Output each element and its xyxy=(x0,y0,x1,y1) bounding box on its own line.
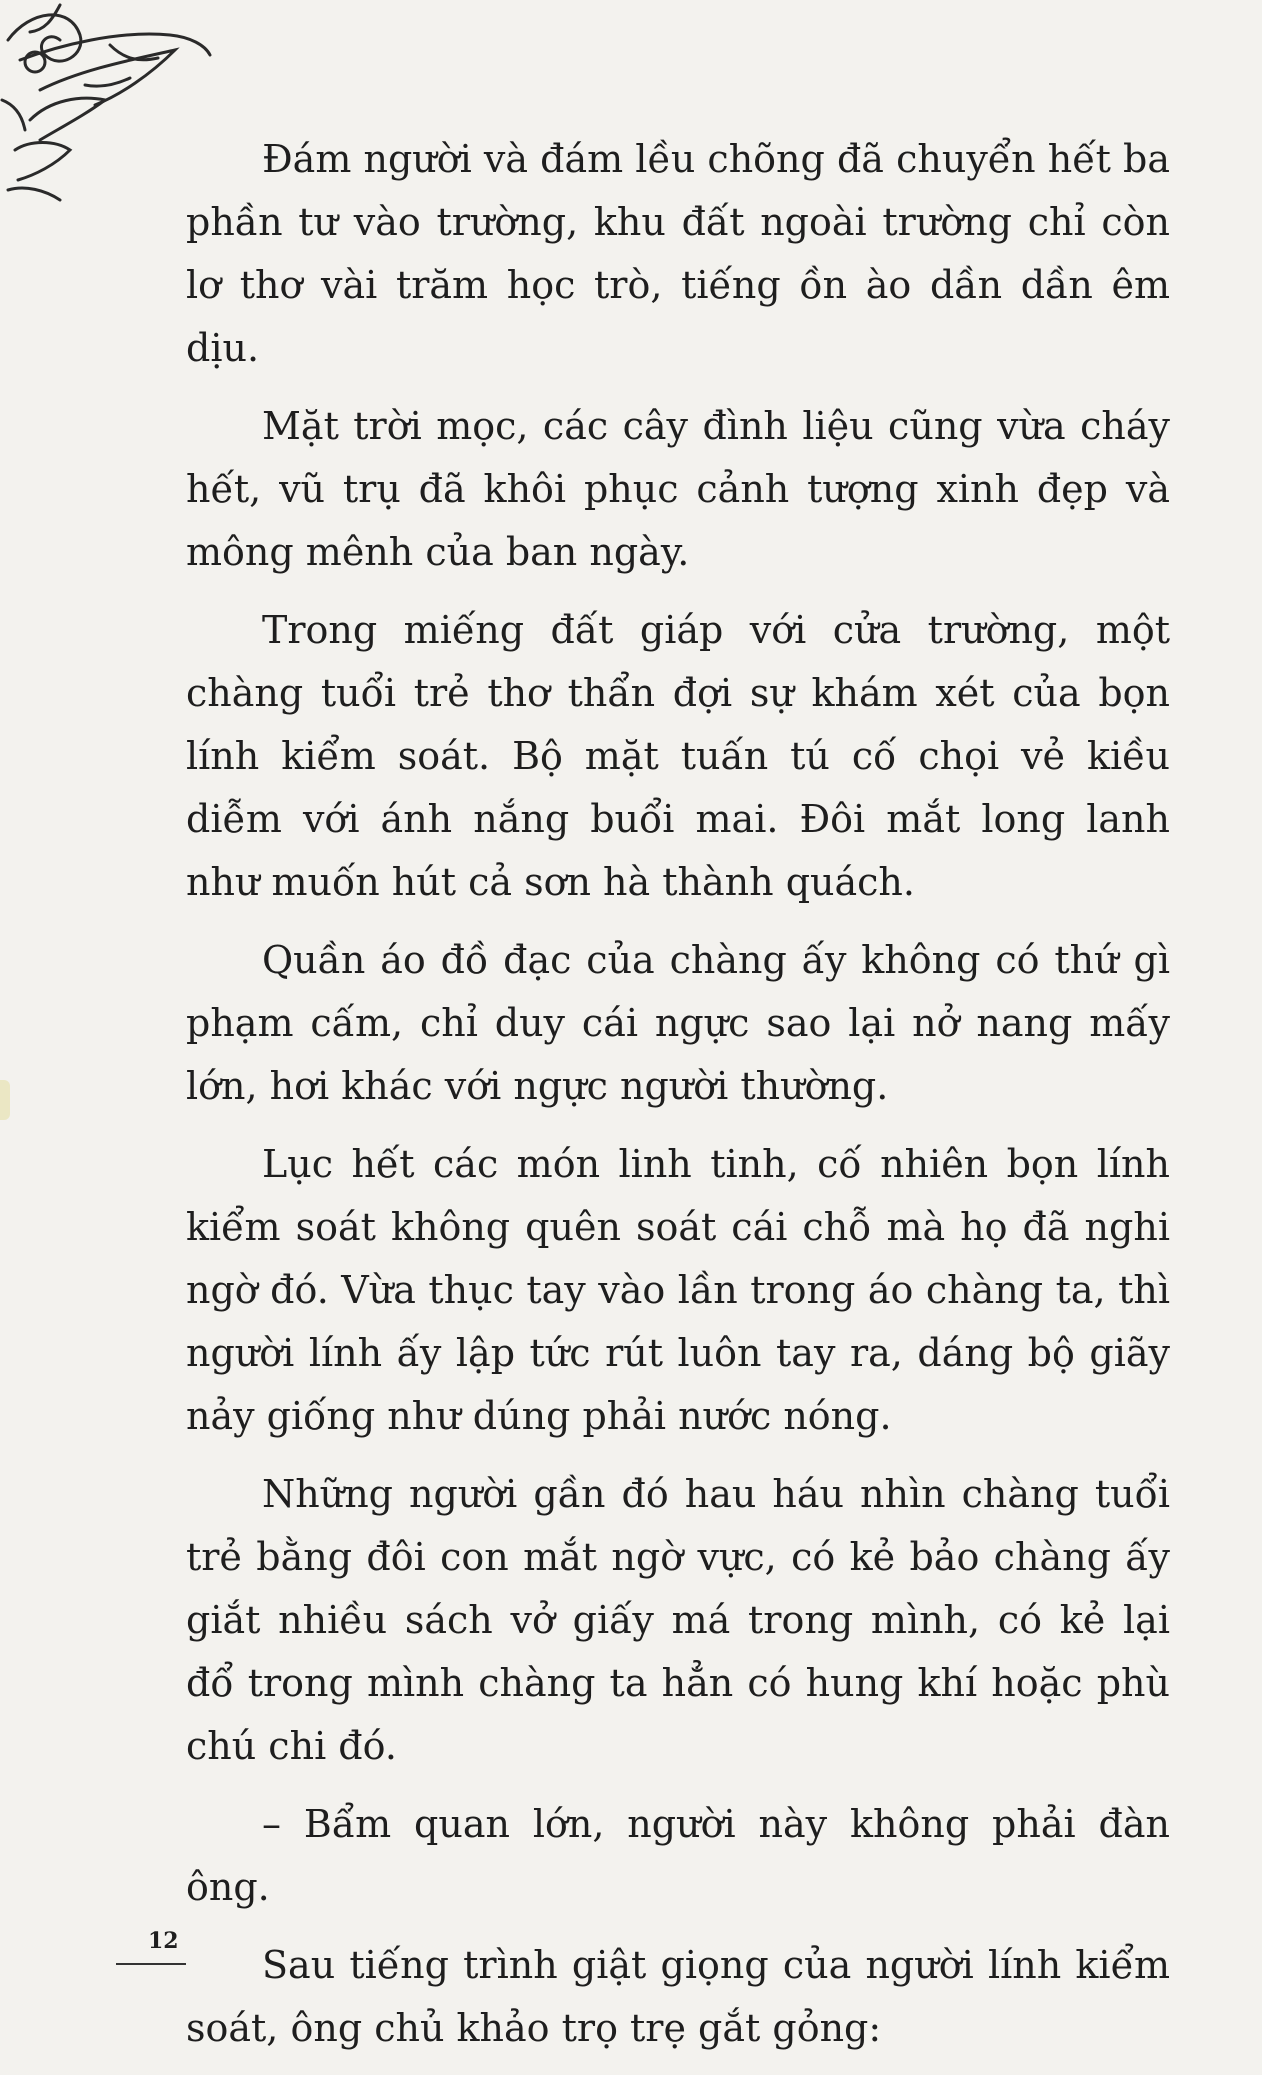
paragraph-8: Sau tiếng trình giật giọng của người lính kiểm soát, ông chủ khảo trọ trẹ gắt gỏng: xyxy=(186,1943,1170,2050)
page-edge-mark xyxy=(0,1080,10,1120)
paragraph-1: Đám người và đám lều chõng đã chuyển hết ba phần tư vào trường, khu đất ngoài trường chỉ còn lơ thơ vài trăm học trò, tiếng ồn ào dần dần êm dịu. xyxy=(186,137,1170,370)
paragraph-4: Quần áo đồ đạc của chàng ấy không có thứ gì phạm cấm, chỉ duy cái ngực sao lại nở nang mấy lớn, hơi khác với ngực người thường. xyxy=(186,938,1170,1108)
paragraph-3: Trong miếng đất giáp với cửa trường, một chàng tuổi trẻ thơ thẩn đợi sự khám xét của bọn lính kiểm soát. Bộ mặt tuấn tú cố chọi vẻ kiều diễm với ánh nắng buổi mai. Đôi mắt long lanh như muốn hút cả sơn hà thành quách. xyxy=(186,608,1170,904)
paragraph-6: Những người gần đó hau háu nhìn chàng tuổi trẻ bằng đôi con mắt ngờ vực, có kẻ bảo chàng ấy giắt nhiều sách vở giấy má trong mình, có kẻ lại đổ trong mình chàng ta hẳn có hung khí hoặc phù chú chi đó. xyxy=(186,1472,1170,1768)
paragraph-2: Mặt trời mọc, các cây đình liệu cũng vừa cháy hết, vũ trụ đã khôi phục cảnh tượng xinh đẹp và mông mênh của ban ngày. xyxy=(186,404,1170,574)
paragraph-5: Lục hết các món linh tinh, cố nhiên bọn lính kiểm soát không quên soát cái chỗ mà họ đã nghi ngờ đó. Vừa thục tay vào lần trong áo chàng ta, thì người lính ấy lập tức rút luôn tay ra, dáng bộ giãy nảy giống như dúng phải nước nóng. xyxy=(186,1142,1170,1438)
paragraph-7: – Bẩm quan lớn, người này không phải đàn ông. xyxy=(186,1802,1170,1909)
page-number: 12 xyxy=(148,1928,179,1954)
page-number-rule xyxy=(116,1963,186,1965)
page-body xyxy=(186,128,1170,2075)
